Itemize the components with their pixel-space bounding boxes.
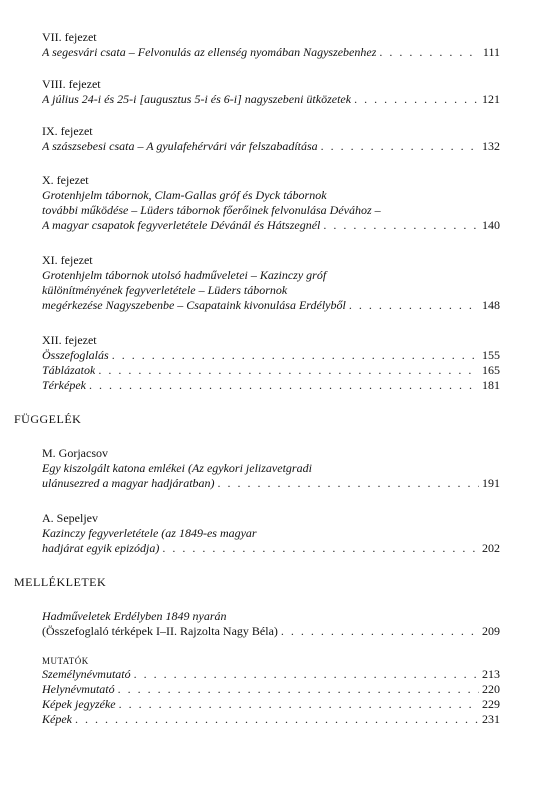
dot-leader	[162, 541, 479, 556]
appendix-item-1	[42, 446, 500, 491]
chapter-label: IX. fejezet	[42, 124, 93, 138]
dot-leader	[323, 218, 479, 233]
attachments-heading: MELLÉKLETEK	[14, 575, 107, 589]
item-title-line: Kazinczy fegyverletétele (az 1849-es magyar	[42, 526, 257, 540]
chapter-label: XII. fejezet	[42, 333, 97, 347]
toc-row	[42, 218, 500, 233]
index-title: Képek jegyzéke	[42, 697, 116, 711]
chapter-title-line: Grotenhjelm tábornok utolsó hadműveletei – Kazinczy gróf	[42, 268, 327, 282]
toc-row	[42, 348, 500, 363]
index-title: Személynévmutató	[42, 667, 131, 681]
dot-leader	[98, 363, 479, 378]
map-entry	[42, 609, 500, 639]
appendix-heading: FÜGGELÉK	[14, 412, 82, 426]
chapter-title: A július 24-i és 25-i [augusztus 5-i és 6-i] nagyszebeni ütközetek	[42, 92, 352, 106]
toc-row	[42, 697, 500, 712]
dot-leader	[321, 139, 479, 154]
chapter-title: A szászsebesi csata – A gyulafehérvári vár felszabadítása	[42, 139, 318, 153]
index-title: Képek	[42, 712, 72, 726]
page-number: 140	[482, 218, 500, 232]
appendix-item-2	[42, 511, 500, 556]
chapter-label: X. fejezet	[42, 173, 89, 187]
dot-leader	[218, 476, 479, 491]
index-heading: MUTATÓK	[42, 656, 89, 666]
page-number: 111	[482, 45, 500, 59]
toc-row	[42, 667, 500, 682]
chapter-8-entry	[42, 77, 500, 107]
dot-leader	[118, 682, 479, 697]
chapter-11-entry	[42, 253, 500, 313]
dot-leader	[75, 712, 479, 727]
dot-leader	[89, 378, 479, 393]
dot-leader	[349, 298, 479, 313]
chapter-12-entry	[42, 333, 500, 393]
page-number: 121	[482, 92, 500, 106]
toc-row	[42, 45, 500, 60]
page-number: 209	[482, 624, 500, 638]
chapter-7-entry	[42, 30, 500, 60]
page-number: 181	[482, 378, 500, 392]
dot-leader	[112, 348, 479, 363]
dot-leader	[354, 92, 479, 107]
section-title: Táblázatok	[42, 363, 96, 377]
chapter-title-line: további működése – Lüders tábornok főerőinek felvonulása Dévához –	[42, 203, 381, 217]
chapter-label: XI. fejezet	[42, 253, 93, 267]
chapter-title: A segesvári csata – Felvonulás az ellenség nyomában Nagyszebenhez	[42, 45, 377, 59]
toc-row	[42, 624, 500, 639]
item-title-line: Egy kiszolgált katona emlékei (Az egykori jelizavetgradi	[42, 461, 312, 475]
toc-row	[42, 712, 500, 727]
chapter-9-entry	[42, 124, 500, 154]
dot-leader	[134, 667, 479, 682]
page-number: 229	[482, 697, 500, 711]
chapter-title-line: különítményének fegyverletétele – Lüders tábornok	[42, 283, 288, 297]
chapter-title: A magyar csapatok fegyverletétele Dévánál és Hátszegnél	[42, 218, 321, 232]
chapter-10-entry	[42, 173, 500, 233]
toc-row	[42, 682, 500, 697]
page-number: 165	[482, 363, 500, 377]
section-title: Összefoglalás	[42, 348, 109, 362]
page-number: 202	[482, 541, 500, 555]
item-title: ulánusezred a magyar hadjáratban)	[42, 476, 215, 490]
dot-leader	[379, 45, 480, 60]
toc-row	[42, 92, 500, 107]
map-subtitle: (Összefoglaló térképek I–II. Rajzolta Nagy Béla)	[42, 624, 278, 638]
toc-row	[42, 298, 500, 313]
chapter-label: VIII. fejezet	[42, 77, 101, 91]
index-title: Helynévmutató	[42, 682, 115, 696]
index-entry	[42, 654, 500, 727]
page-number: 220	[482, 682, 500, 696]
toc-row	[42, 378, 500, 393]
author-name: M. Gorjacsov	[42, 446, 108, 460]
toc-row	[42, 363, 500, 378]
map-title: Hadműveletek Erdélyben 1849 nyarán	[42, 609, 227, 623]
chapter-title-line: Grotenhjelm tábornok, Clam-Gallas gróf és Dyck tábornok	[42, 188, 327, 202]
dot-leader	[119, 697, 479, 712]
chapter-title: megérkezése Nagyszebenbe – Csapataink kivonulása Erdélyből	[42, 298, 346, 312]
page-number: 231	[482, 712, 500, 726]
item-title: hadjárat egyik epizódja)	[42, 541, 160, 555]
page-number: 132	[482, 139, 500, 153]
chapter-label: VII. fejezet	[42, 30, 97, 44]
page-number: 191	[482, 476, 500, 490]
section-title: Térképek	[42, 378, 86, 392]
toc-row	[42, 476, 500, 491]
toc-row	[42, 139, 500, 154]
dot-leader	[281, 624, 479, 639]
page-number: 155	[482, 348, 500, 362]
page-number: 148	[482, 298, 500, 312]
author-name: A. Sepeljev	[42, 511, 98, 525]
toc-row	[42, 541, 500, 556]
page-number: 213	[482, 667, 500, 681]
